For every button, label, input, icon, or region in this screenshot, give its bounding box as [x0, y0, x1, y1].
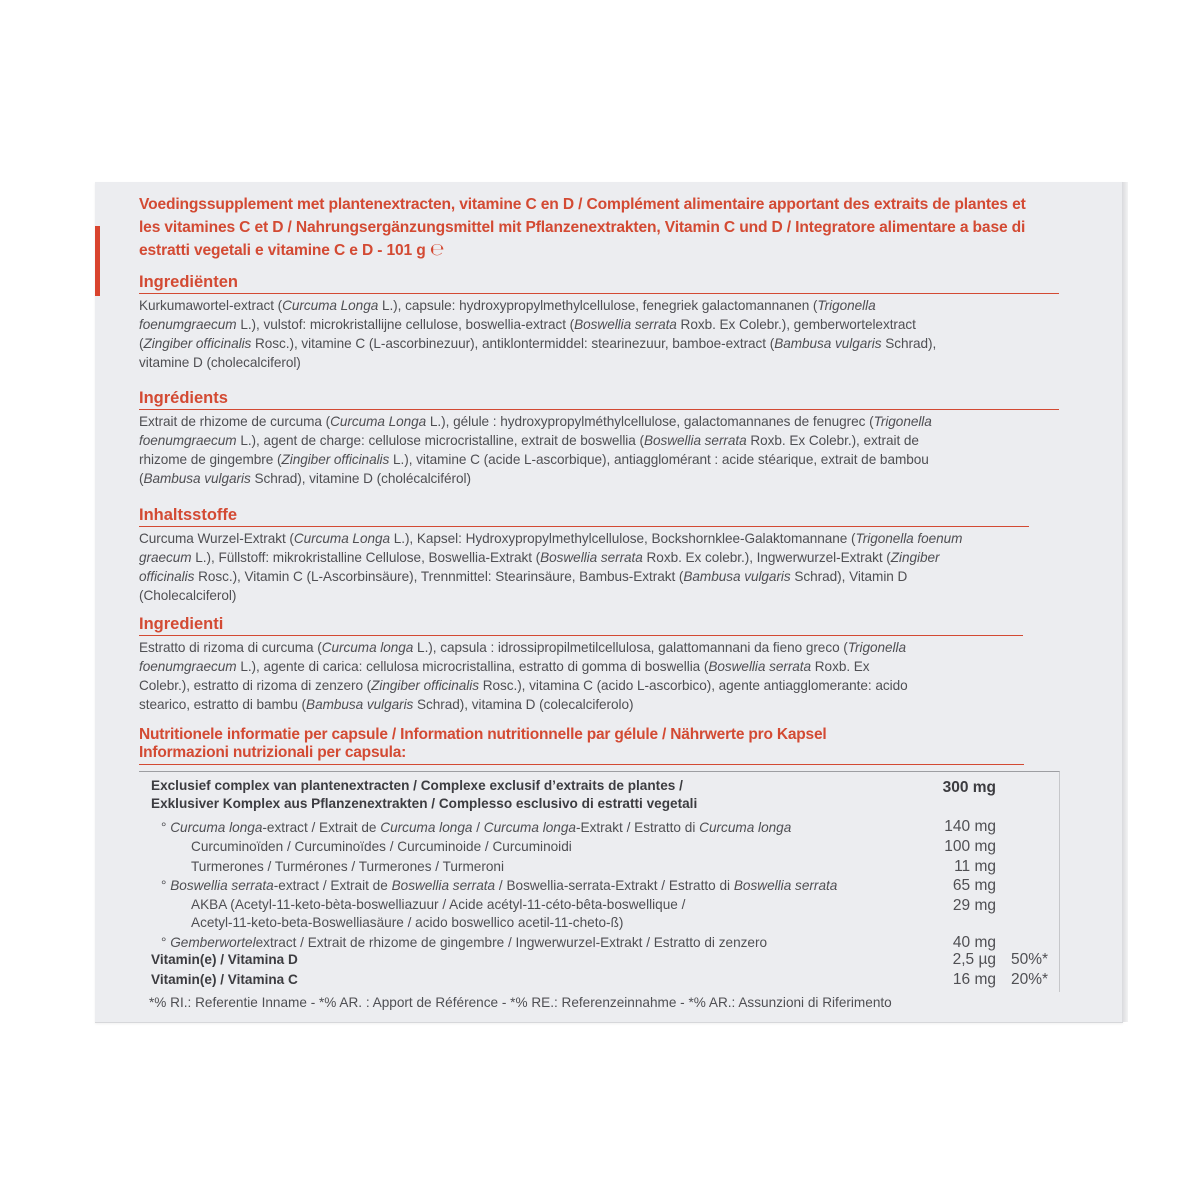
- product-description: [139, 193, 1059, 262]
- latin-name: Boswellia serrata: [391, 878, 496, 893]
- latin-name: Boswellia serrata: [643, 433, 747, 448]
- latin-name: Bambusa vulgaris: [306, 697, 414, 712]
- text: Roxb. Ex Colebr.), extrait de: [746, 433, 919, 448]
- latin-name: Zingiber officinalis: [281, 452, 390, 467]
- latin-name: foenumgraecum: [139, 659, 237, 674]
- section-body: [139, 296, 1059, 372]
- section-body: [139, 412, 1059, 488]
- ingredient-line: [139, 676, 1023, 695]
- ingredients-it: [139, 614, 1023, 714]
- latin-name: Trigonella: [873, 414, 932, 429]
- text: Roxb. Ex colebr.), Ingwerwurzel-Extrakt (: [642, 550, 891, 565]
- latin-name: Curcuma longa: [699, 820, 792, 835]
- nutrition-title-line: Nutritionele informatie per capsule / Information nutritionnelle par gélule / Nährwerte pro Kapsel: [139, 726, 827, 743]
- text: L.), agent de charge: cellulose microcristalline, extrait de boswellia (: [236, 433, 644, 448]
- row-label: Turmerones / Turmérones / Turmerones / Turmeroni: [191, 859, 505, 874]
- text: L.), vulstof: microkristallijne cellulose, boswellia-extract (: [236, 317, 575, 332]
- latin-name: Curcuma longa: [170, 820, 263, 835]
- row-label: [161, 877, 931, 895]
- description-line: Voedingssupplement met plantenextracten, vitamine C en D / Complément alimentaire apportant des extraits de plantes et: [139, 196, 1026, 213]
- latin-name: Curcuma longa: [483, 820, 576, 835]
- row-value: 100 mg: [944, 838, 996, 855]
- latin-name: Zingiber: [890, 550, 940, 565]
- ingredients-nl: [139, 272, 1059, 372]
- row-value: 40 mg: [952, 934, 996, 951]
- text: L.), Füllstoff: mikrokristalline Cellulose, Boswellia-Extrakt (: [191, 550, 541, 565]
- ingredient-line: [139, 431, 1059, 450]
- latin-name: Zingiber officinalis: [371, 678, 479, 693]
- text: °: [161, 878, 171, 893]
- latin-name: Trigonella: [847, 640, 906, 655]
- ingredient-line: [139, 334, 1059, 353]
- section-body: [139, 638, 1023, 714]
- label-line: Exklusiver Komplex aus Pflanzenextrakten / Complesso esclusivo di estratti vegetali: [151, 796, 698, 811]
- latin-name: Bambusa vulgaris: [143, 471, 251, 486]
- description-line-text: estratti vegetali e vitamine C e D - 101 g: [139, 242, 426, 259]
- ingredient-line: [139, 469, 1059, 488]
- row-label: Vitamin(e) / Vitamina C: [151, 972, 298, 987]
- section-title: Ingrediënten: [139, 272, 1059, 294]
- latin-name: foenumgraecum: [139, 433, 237, 448]
- row-value: 140 mg: [944, 818, 996, 835]
- text: Rosc.), vitamine C (L-ascorbinezuur), antiklontermiddel: stearinezuur, bamboe-extract (: [251, 336, 775, 351]
- text: (: [139, 471, 144, 486]
- reference-intake-footnote: *% RI.: Referentie Inname - *% AR. : Apport de Référence - *% RE.: Referenzeinnahme - *% AR.: Assunzioni di Riferimento: [149, 995, 892, 1010]
- latin-name: foenumgraecum: [139, 317, 237, 332]
- row-label: Curcuminoïden / Curcuminoïdes / Curcuminoide / Curcuminoidi: [191, 839, 572, 854]
- ingredient-line: [139, 296, 1059, 315]
- text: L.), agente di carica: cellulosa microcristallina, estratto di gomma di boswellia (: [236, 659, 709, 674]
- text: Schrad), Vitamin D: [790, 569, 908, 584]
- section-title: Ingredienti: [139, 614, 1023, 636]
- row-value: 2,5 µg: [952, 951, 996, 968]
- latin-name: Curcuma longa: [380, 820, 473, 835]
- text: stearico, estratto di bambu (: [139, 697, 307, 712]
- text: Roxb. Ex Colebr.), gemberwortelextract: [676, 317, 916, 332]
- text: Schrad),: [881, 336, 937, 351]
- description-line: les vitamines C et D / Nahrungsergänzungsmittel mit Pflanzenextrakten, Vitamin C und D / Integratore alimentare a base di: [139, 219, 1026, 236]
- section-body: [139, 529, 1029, 605]
- label-line: Exclusief complex van plantenextracten / Complexe exclusif d’extraits de plantes /: [151, 778, 683, 793]
- text: L.), capsule: hydroxypropylmethylcellulose, fenegriek galactomannanen (: [378, 298, 818, 313]
- latin-name: Trigonella: [817, 298, 876, 313]
- text: Rosc.), Vitamin C (L-Ascorbinsäure), Trennmittel: Stearinsäure, Bambus-Extrakt (: [194, 569, 684, 584]
- latin-name: Boswellia serrata: [540, 550, 643, 565]
- ingredient-line: [139, 548, 1029, 567]
- ingredient-line: [139, 450, 1059, 469]
- label-line: AKBA (Acetyl-11-keto-bèta-boswelliazuur / Acide acétyl-11-céto-bêta-boswellique /: [191, 897, 686, 912]
- ingredients-de: [139, 505, 1029, 605]
- latin-name: Bambusa vulgaris: [683, 569, 791, 584]
- row-ri-percent: 50%*: [1011, 951, 1049, 968]
- ingredient-line: [139, 695, 1023, 714]
- text: / Boswellia-serrata-Extrakt / Estratto di: [495, 878, 734, 893]
- ingredients-fr: [139, 388, 1059, 488]
- ingredient-line: [139, 638, 1023, 657]
- ingredient-line: [139, 657, 1023, 676]
- label-line: Acetyl-11-keto-beta-Boswelliasäure / acido boswellico acetil-11-cheto-ß): [191, 915, 624, 930]
- row-label: Vitamin(e) / Vitamina D: [151, 952, 298, 967]
- latin-name: Gemberwortel: [170, 935, 256, 950]
- latin-name: Trigonella foenum: [855, 531, 963, 546]
- row-value: 29 mg: [952, 897, 996, 914]
- row-value: 300 mg: [942, 779, 996, 796]
- latin-name: officinalis: [139, 569, 195, 584]
- text: extract / Extrait de rhizome de gingembre / Ingwerwurzel-Extrakt / Estratto di zenzero: [255, 935, 768, 950]
- ingredient-line: [139, 567, 1029, 586]
- text: -extract / Extrait de: [262, 820, 381, 835]
- row-value: 65 mg: [952, 877, 996, 894]
- text: L.), Kapsel: Hydroxypropylmethylcellulose, Bockshornklee-Galaktomannane (: [389, 531, 856, 546]
- text: -extract / Extrait de: [273, 878, 392, 893]
- red-side-mark: [95, 226, 100, 296]
- text: Rosc.), vitamina C (acido L-ascorbico), agente antiagglomerante: acido: [478, 678, 908, 693]
- row-label: [191, 896, 961, 932]
- text: Roxb. Ex: [811, 659, 870, 674]
- latin-name: Curcuma Longa: [330, 414, 427, 429]
- text: °: [161, 935, 171, 950]
- text: L.), capsula : idrossipropilmetilcellulosa, galattomannani da fieno greco (: [413, 640, 848, 655]
- text: (: [139, 336, 144, 351]
- description-line: [139, 239, 1059, 262]
- row-value: 16 mg: [952, 971, 996, 988]
- latin-name: Boswellia serrata: [170, 878, 274, 893]
- latin-name: Boswellia serrata: [574, 317, 677, 332]
- latin-name: Curcuma Longa: [293, 531, 390, 546]
- latin-name: Boswellia serrata: [708, 659, 812, 674]
- text: L.), gélule : hydroxypropylméthylcellulose, galactomannanes de fenugrec (: [426, 414, 874, 429]
- latin-name: Curcuma Longa: [282, 298, 379, 313]
- latin-name: graecum: [139, 550, 192, 565]
- estimated-sign-icon: ℮: [429, 240, 445, 260]
- text: Schrad), vitamina D (colecalciferolo): [413, 697, 634, 712]
- section-title: Inhaltsstoffe: [139, 505, 1029, 527]
- text: Extrait de rhizome de curcuma (: [139, 414, 331, 429]
- text: rhizome de gingembre (: [139, 452, 282, 467]
- latin-name: Curcuma longa: [321, 640, 414, 655]
- ingredient-line: (Cholecalciferol): [139, 588, 237, 603]
- row-ri-percent: 20%*: [1011, 971, 1049, 988]
- latin-name: Boswellia serrata: [733, 878, 838, 893]
- row-label: [161, 934, 931, 952]
- text: L.), vitamine C (acide L-ascorbique), antiagglomérant : acide stéarique, extrait de bambou: [389, 452, 929, 467]
- text: Kurkumawortel-extract (: [139, 298, 283, 313]
- latin-name: Bambusa vulgaris: [774, 336, 882, 351]
- ingredient-line: [139, 315, 1059, 334]
- text: Estratto di rizoma di curcuma (: [139, 640, 322, 655]
- ingredient-line: vitamine D (cholecalciferol): [139, 355, 301, 370]
- ingredient-line: [139, 412, 1059, 431]
- text: /: [472, 820, 484, 835]
- text: -Extrakt / Estratto di: [575, 820, 700, 835]
- package-side-edge: [1122, 182, 1128, 1022]
- nutrition-title-line: Informazioni nutrizionali per capsula:: [139, 744, 407, 761]
- ingredient-line: [139, 529, 1029, 548]
- text: Colebr.), estratto di rizoma di zenzero (: [139, 678, 372, 693]
- row-label: [151, 777, 921, 813]
- latin-name: Zingiber officinalis: [143, 336, 252, 351]
- text: Schrad), vitamine D (cholécalciférol): [250, 471, 471, 486]
- section-title: Ingrédients: [139, 388, 1059, 410]
- nutrition-table: [139, 771, 1060, 992]
- text: Curcuma Wurzel-Extrakt (: [139, 531, 294, 546]
- row-value: 11 mg: [954, 858, 996, 875]
- row-label: [161, 819, 931, 837]
- text: °: [161, 820, 171, 835]
- nutrition-title: [139, 726, 1024, 765]
